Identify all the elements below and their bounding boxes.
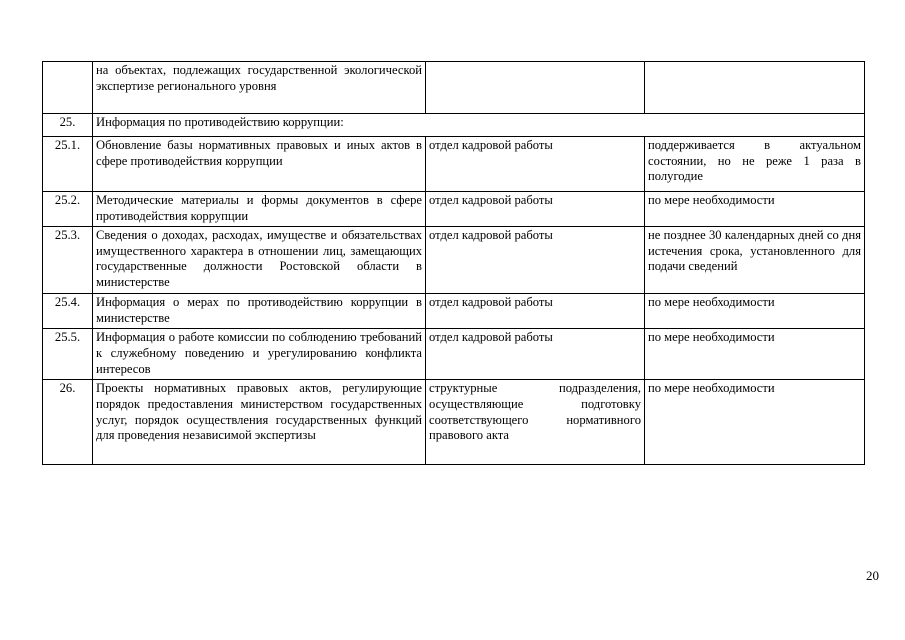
table-row <box>43 227 865 294</box>
row-name: Информация о работе комиссии по соблюдению требований к служебному поведению и урегулированию конфликта интересов <box>93 329 426 380</box>
row-number <box>43 62 93 114</box>
document-table <box>42 61 865 465</box>
table-row <box>43 294 865 329</box>
row-name: Информация о мерах по противодействию коррупции в министерстве <box>93 294 426 329</box>
row-responsible: отдел кадровой работы <box>426 192 645 227</box>
row-name: Обновление базы нормативных правовых и иных актов в сфере противодействия коррупции <box>93 137 426 192</box>
row-number: 25.2. <box>43 192 93 227</box>
row-term <box>645 62 865 114</box>
row-name: Методические материалы и формы документов в сфере противодействия коррупции <box>93 192 426 227</box>
table-row <box>43 192 865 227</box>
row-term: не позднее 30 календарных дней со дня истечения срока, установленного для подачи сведений <box>645 227 865 294</box>
row-term: по мере необходимости <box>645 329 865 380</box>
row-name: Проекты нормативных правовых актов, регулирующие порядок предоставления министерством государственных услуг, порядок осуществления государственных функций для проведения независимой экспертизы <box>93 380 426 465</box>
section-number: 25. <box>43 114 93 137</box>
table-row <box>43 329 865 380</box>
page-number: 20 <box>866 568 879 583</box>
row-number: 25.4. <box>43 294 93 329</box>
row-responsible: структурные подразделения, осуществляющие подготовку соответствующего нормативного правового акта <box>426 380 645 465</box>
row-number: 25.5. <box>43 329 93 380</box>
row-responsible: отдел кадровой работы <box>426 137 645 192</box>
row-term: по мере необходимости <box>645 192 865 227</box>
row-responsible: отдел кадровой работы <box>426 227 645 294</box>
row-responsible: отдел кадровой работы <box>426 329 645 380</box>
row-name: Сведения о доходах, расходах, имуществе и обязательствах имущественного характера в отношении лиц, замещающих государственные должности Ростовской области в министерстве <box>93 227 426 294</box>
row-term: по мере необходимости <box>645 380 865 465</box>
row-number: 25.1. <box>43 137 93 192</box>
row-responsible <box>426 62 645 114</box>
row-number: 26. <box>43 380 93 465</box>
row-responsible: отдел кадровой работы <box>426 294 645 329</box>
table-section-row <box>43 114 865 137</box>
row-term: поддерживается в актуальном состоянии, но не реже 1 раза в полугодие <box>645 137 865 192</box>
row-number: 25.3. <box>43 227 93 294</box>
section-title: Информация по противодействию коррупции: <box>93 114 865 137</box>
table-row <box>43 62 865 114</box>
row-term: по мере необходимости <box>645 294 865 329</box>
table-row <box>43 380 865 465</box>
table-row <box>43 137 865 192</box>
row-name: на объектах, подлежащих государственной экологической экспертизе регионального уровня <box>93 62 426 114</box>
